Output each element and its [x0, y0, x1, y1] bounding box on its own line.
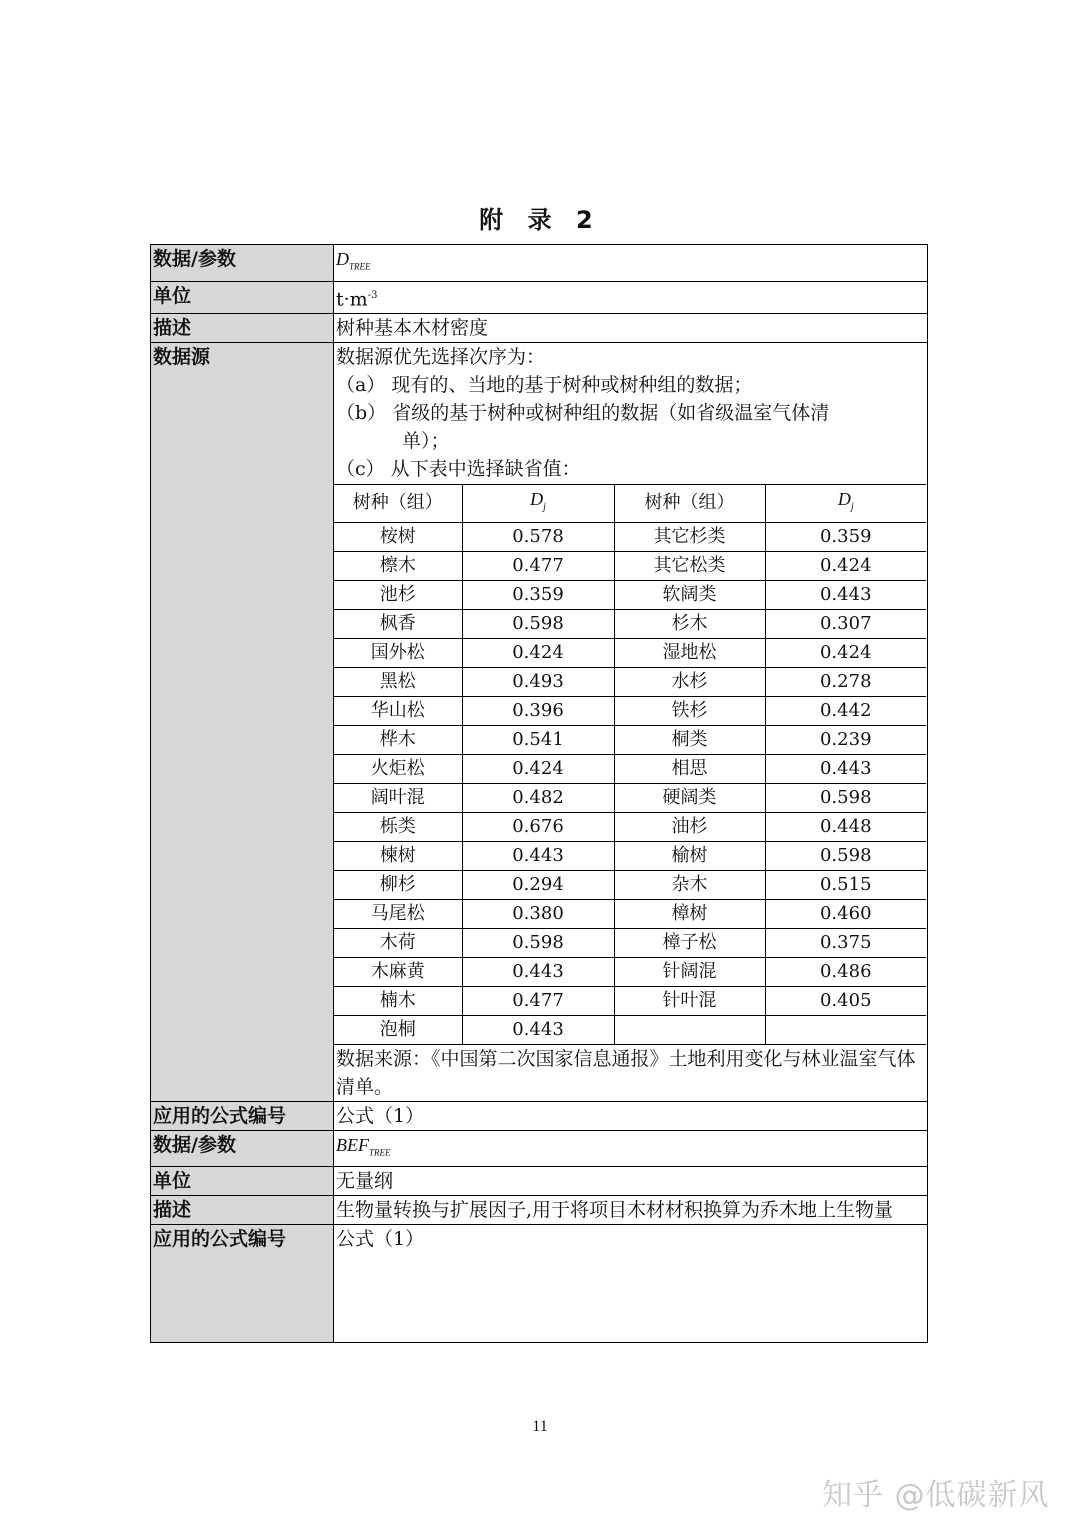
species-cell: 相思 — [614, 754, 765, 783]
density-row — [334, 841, 926, 870]
density-row — [334, 580, 926, 609]
density-row — [334, 812, 926, 841]
unit-text: t·m — [336, 287, 368, 310]
unit-label: 单位 — [151, 1167, 334, 1196]
source-option-a: （a） 现有的、当地的基于树种或树种组的数据； — [336, 373, 753, 396]
density-row — [334, 638, 926, 667]
source-note: 数据来源：《中国第二次国家信息通报》土地利用变化与林业温室气体清单。 — [336, 1047, 916, 1098]
species-cell: 樟子松 — [614, 928, 765, 957]
page-number: 11 — [532, 1418, 548, 1435]
density-cell: 0.307 — [765, 609, 926, 638]
table-row — [151, 1167, 928, 1196]
header-dj: $D_j$ — [765, 484, 926, 522]
density-cell: 0.359 — [462, 580, 614, 609]
density-cell: 0.443 — [462, 1015, 614, 1044]
table-row — [151, 281, 928, 313]
density-cell: 0.598 — [765, 783, 926, 812]
density-cell: 0.486 — [765, 957, 926, 986]
density-cell: 0.424 — [765, 638, 926, 667]
density-cell: 0.578 — [462, 522, 614, 551]
density-cell: 0.460 — [765, 899, 926, 928]
density-cell: 0.442 — [765, 696, 926, 725]
species-cell: 栎类 — [334, 812, 462, 841]
density-row — [334, 609, 926, 638]
density-row — [334, 667, 926, 696]
param-value — [334, 1130, 928, 1167]
density-row — [334, 551, 926, 580]
species-cell: 木麻黄 — [334, 957, 462, 986]
species-cell: 楝树 — [334, 841, 462, 870]
param-subscript: TREE — [349, 261, 371, 272]
density-row — [334, 754, 926, 783]
density-cell: 0.477 — [462, 986, 614, 1015]
density-row — [334, 899, 926, 928]
density-header-row — [334, 484, 926, 522]
header-species: 树种（组） — [334, 484, 462, 522]
desc-label: 描述 — [151, 1196, 334, 1225]
header-species: 树种（组） — [614, 484, 765, 522]
species-cell: 火炬松 — [334, 754, 462, 783]
density-cell: 0.359 — [765, 522, 926, 551]
formula-label: 应用的公式编号 — [151, 1101, 334, 1130]
density-cell: 0.443 — [462, 957, 614, 986]
source-option-b: （b） 省级的基于树种或树种组的数据（如省级温室气体清 — [336, 401, 830, 424]
desc-value: 生物量转换与扩展因子,用于将项目木材材积换算为乔木地上生物量 — [334, 1196, 928, 1225]
formula-value: 公式（1） — [334, 1225, 928, 1343]
density-cell: 0.239 — [765, 725, 926, 754]
density-cell: 0.515 — [765, 870, 926, 899]
density-cell: 0.493 — [462, 667, 614, 696]
source-intro: 数据源优先选择次序为： — [336, 345, 546, 368]
density-cell: 0.375 — [765, 928, 926, 957]
density-cell: 0.448 — [765, 812, 926, 841]
species-cell: 枫香 — [334, 609, 462, 638]
species-cell: 水杉 — [614, 667, 765, 696]
density-table — [334, 484, 926, 1045]
species-cell: 华山松 — [334, 696, 462, 725]
density-row — [334, 928, 926, 957]
density-row — [334, 783, 926, 812]
species-cell: 檫木 — [334, 551, 462, 580]
page-title: 附 录 2 — [479, 206, 601, 234]
unit-value — [334, 281, 928, 313]
density-row — [334, 870, 926, 899]
table-row — [151, 313, 928, 342]
param-value — [334, 245, 928, 282]
species-cell: 泡桐 — [334, 1015, 462, 1044]
species-cell: 池杉 — [334, 580, 462, 609]
species-cell: 柳杉 — [334, 870, 462, 899]
table-row — [151, 1101, 928, 1130]
density-cell: 0.598 — [462, 928, 614, 957]
species-cell: 阔叶混 — [334, 783, 462, 812]
header-dj: $D_j$ — [462, 484, 614, 522]
unit-superscript: -3 — [367, 289, 378, 301]
species-cell: 其它松类 — [614, 551, 765, 580]
density-cell: 0.405 — [765, 986, 926, 1015]
species-cell: 其它杉类 — [614, 522, 765, 551]
species-cell: 湿地松 — [614, 638, 765, 667]
formula-label: 应用的公式编号 — [151, 1225, 334, 1343]
density-row — [334, 986, 926, 1015]
source-option-c: （c） 从下表中选择缺省值： — [336, 457, 581, 480]
table-row — [151, 1130, 928, 1167]
species-cell: 国外松 — [334, 638, 462, 667]
desc-label: 描述 — [151, 313, 334, 342]
source-label: 数据源 — [151, 342, 334, 1101]
density-cell — [765, 1015, 926, 1044]
species-cell: 软阔类 — [614, 580, 765, 609]
param-symbol: D — [336, 249, 349, 269]
source-option-b-cont: 单）； — [402, 429, 450, 452]
species-cell: 杂木 — [614, 870, 765, 899]
species-cell: 桦木 — [334, 725, 462, 754]
density-row — [334, 725, 926, 754]
watermark: 知乎 @低碳新风 — [822, 1478, 1050, 1513]
species-cell: 针叶混 — [614, 986, 765, 1015]
species-cell: 针阔混 — [614, 957, 765, 986]
table-row — [151, 1225, 928, 1343]
species-cell: 硬阔类 — [614, 783, 765, 812]
species-cell: 楠木 — [334, 986, 462, 1015]
species-cell: 铁杉 — [614, 696, 765, 725]
density-cell: 0.541 — [462, 725, 614, 754]
param-label: 数据/参数 — [151, 245, 334, 282]
density-cell: 0.278 — [765, 667, 926, 696]
species-cell — [614, 1015, 765, 1044]
density-cell: 0.380 — [462, 899, 614, 928]
density-cell: 0.396 — [462, 696, 614, 725]
density-cell: 0.598 — [765, 841, 926, 870]
density-row — [334, 957, 926, 986]
species-cell: 樟树 — [614, 899, 765, 928]
param-label: 数据/参数 — [151, 1130, 334, 1167]
density-cell: 0.477 — [462, 551, 614, 580]
param-subscript: TREE — [369, 1147, 391, 1158]
density-cell: 0.424 — [462, 638, 614, 667]
desc-value: 树种基本木材密度 — [334, 313, 928, 342]
density-cell: 0.676 — [462, 812, 614, 841]
density-cell: 0.443 — [462, 841, 614, 870]
density-cell: 0.443 — [765, 754, 926, 783]
density-row — [334, 1015, 926, 1044]
species-cell: 桉树 — [334, 522, 462, 551]
species-cell: 桐类 — [614, 725, 765, 754]
species-cell: 油杉 — [614, 812, 765, 841]
species-cell: 马尾松 — [334, 899, 462, 928]
unit-label: 单位 — [151, 281, 334, 313]
density-cell: 0.294 — [462, 870, 614, 899]
species-cell: 木荷 — [334, 928, 462, 957]
source-value — [334, 342, 928, 1101]
density-cell: 0.443 — [765, 580, 926, 609]
density-cell: 0.424 — [765, 551, 926, 580]
density-row — [334, 696, 926, 725]
table-row — [151, 245, 928, 282]
param-symbol: BEF — [336, 1134, 369, 1155]
density-cell: 0.424 — [462, 754, 614, 783]
species-cell: 榆树 — [614, 841, 765, 870]
formula-value: 公式（1） — [334, 1101, 928, 1130]
table-row — [151, 1196, 928, 1225]
table-row — [151, 342, 928, 1101]
density-cell: 0.482 — [462, 783, 614, 812]
unit-value: 无量纲 — [334, 1167, 928, 1196]
density-cell: 0.598 — [462, 609, 614, 638]
density-row — [334, 522, 926, 551]
species-cell: 杉木 — [614, 609, 765, 638]
species-cell: 黑松 — [334, 667, 462, 696]
parameter-table — [150, 244, 928, 1343]
